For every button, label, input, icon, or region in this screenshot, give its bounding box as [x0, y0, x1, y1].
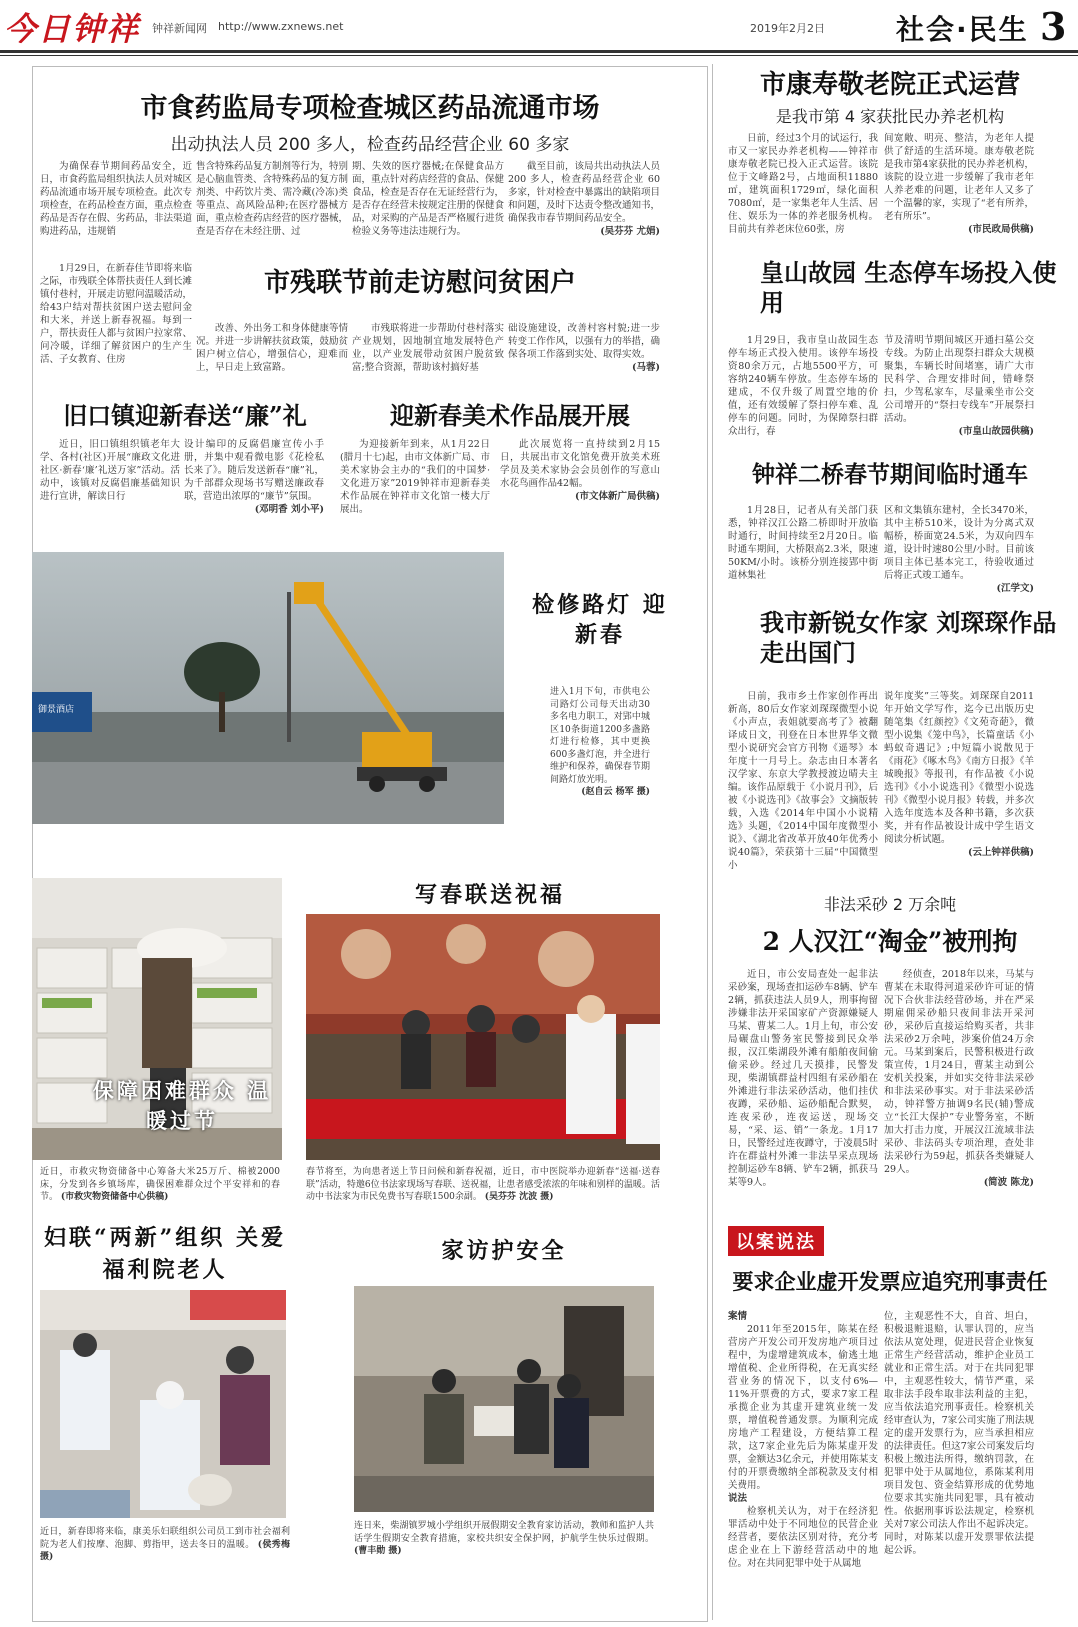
- a1-credit: (吴芬芬 尤娟): [600, 226, 660, 237]
- article-title-nursing-home: 市康寿敬老院正式运营: [759, 70, 1020, 100]
- photo-relief-supplies: [32, 878, 282, 1160]
- a2-col1: 1月29日，在新春佳节即将来临之际，市残联全体帮扶责任人到长滩镇付巷村，开展走访慰问温暖活动，给43户结对帮扶贫困户送去慰问金和大米，并送上新春祝福。每到一户，帮扶责任人都与贫困户拉家常、问冷暖，详细了解贫困户的生产生活、子女教育、住房: [40, 263, 193, 365]
- photo-home-visit: [354, 1286, 654, 1512]
- a4-col1: 为迎接新年到来，从1月22日(腊月十七)起，由市文体新广局、市美术家协会主办的“我们的中国梦·文化进万家”2019钟祥市迎新春美术作品展在钟祥市文化馆一楼大厅展出。: [340, 439, 490, 515]
- a2-credit: (马蓉): [632, 362, 660, 373]
- photo-caption-relief: 近日，市救灾物资储备中心筹备大米25万斤、棉被2000床，分发到各乡镇场库，确保困难群众过个平安祥和的春节。 (市救灾物资储备中心供稿): [40, 1167, 280, 1202]
- a2-col2: 改善、外出务工和身体健康等情况。并进一步讲解扶贫政策，鼓励贫困户树立信心，增强信心，迎难而上，早日走上致富路。: [196, 323, 349, 373]
- masthead-rule-thin: [0, 55, 1078, 56]
- column-divider: [712, 64, 713, 1620]
- a1-col4: 截至目前，该局共出动执法人员 200 多人，检查药品经营企业 60 多家，针对检查中暴露出的缺陷项目和问题，及时下达责令整改通知书，确保我市春节期间药品安全。 (吴芬芬 尤娟): [508, 161, 661, 237]
- a3-col1: 近日，旧口镇组织镇老年大学、各村(社区)开展“廉政文化进社区·新春‘廉’礼送万家”活动。活动中，该镇对反腐倡廉基础知识进行宣讲，解读日行: [40, 439, 180, 502]
- a2-col4: 础设施建设，改善村容村貌;进一步转变工作作风，以强有力的举措，确保各项工作落到实处、取得实效。 (马蓉): [508, 323, 661, 373]
- article-title-jiukou: 旧口镇迎新春送“廉”礼: [63, 401, 307, 430]
- a1-col2: 售含特殊药品复方制剂等行为，特别是心脑血管类、含特殊药品的复方制剂类、中药饮片类、需冷藏(冷冻)类等重点、高风险品种;在医疗器械方面，重点检查药店经营的医疗器械，查是否存在未经注册、过: [196, 161, 349, 237]
- article-subtitle-nursing-home: 是我市第 4 家获批民办养老机构: [775, 107, 1005, 126]
- r1-col1: 日前，经过3个月的试运行，我市又一家民办养老机构——钟祥市康寿敬老院已投入正式运营。该院位于文峰路2号，占地面积11880㎡，建筑面积1729㎡，绿化面积7080㎡，是一家集老年人生活、居住、娱乐为一体的养老服务机构。目前共有养老床位60张，房: [728, 133, 878, 235]
- photo-overlay-relief: 保障困难群众 温暖过节: [92, 1078, 272, 1133]
- r3-col2: 区和文集镇东建村，全长3470米，其中主桥510米，设计为分离式双幅桥，桥面宽24.5米，为双向四车道，设计时速80公里/小时。目前该项目主体已基本完工，待验收通过后将正式竣工通车。 (江学文): [884, 505, 1034, 594]
- p2-credit: (市救灾物资储备中心供稿): [60, 1192, 169, 1202]
- r3-col1: 1月28日，记者从有关部门获悉，钟祥汉江公路二桥即时开放临时通行，时间持续至2月20日。临时通车期间，大桥限高2.3米，限速50KM/小时。该桥分别连接郢中街道林集社: [728, 505, 878, 581]
- article-title-bridge: 钟祥二桥春节期间临时通车: [752, 461, 1028, 488]
- a1-col3: 期、失效的医疗器械;在保健食品方面，重点针对药店经营的食品、保健食品，检查是否存在无证经营行为，是否存在经营未按规定注册的保健食品，对采购的产品是否严格履行进货检验义务等违法违规行为。: [352, 161, 505, 237]
- photo-title-streetlight: 检修路灯 迎新春: [532, 592, 668, 648]
- photo-caption-home-visit: 连日来，柴湖镇罗城小学组织开展假期安全教育家访活动，教师和监护人共话学生假期安全教育措施，家校共织安全保护网，护航学生快乐过假期。 (曹丰勋 摄): [354, 1521, 654, 1556]
- photo-caption-welfare: 近日，新春即将来临，康美乐妇联组织公司员工到市社会福利院为老人们按摩、泡脚、剪指甲，送去冬日的温暖。 (侯秀梅 摄): [40, 1527, 290, 1562]
- a2-col3: 市残联将进一步帮助付巷村落实产业规划，因地制宜地发展特色产业，以产业发展带动贫困户脱贫致富;整合资源，帮助该村搞好基: [352, 323, 505, 373]
- road-sign-text: 御景酒店: [38, 705, 75, 715]
- r5-credit: (简波 陈龙): [983, 1177, 1034, 1188]
- article-title-false-invoices: 要求企业虚开发票应追究刑事责任: [732, 1269, 1048, 1294]
- photo-streetlight-repair: [32, 552, 504, 824]
- article-subtitle-drug-inspection: 出动执法人员 200 多人，检查药品经营企业 60 多家: [170, 135, 570, 155]
- r2-col2: 节及清明节期间城区开通扫墓公交专线。为防止出现祭扫群众大规模聚集，车辆长时间堵塞，请广大市民科学、合理安排时间，错峰祭扫，少驾私家车，尽量乘坐市公交公司增开的“祭扫专线车”开展祭扫活动。 (市皇山故园供稿): [884, 335, 1034, 437]
- article-title-parking-lot: 皇山故园 生态停车场投入使用: [760, 258, 1057, 317]
- r6-analysis-heading: 说法: [728, 1493, 748, 1504]
- photo-caption-streetlight: 进入1月下旬，市供电公司路灯公司每天出动30多名电力职工，对郢中城区10条街道1200多盏路灯进行检修，其中更换600多盏灯泡，并全进行维护和保养，确保春节期间路灯放光明。 (赵自云 杨军 摄): [550, 687, 650, 797]
- r2-col1: 1月29日，我市皇山故园生态停车场正式投入使用。该停车场投资80余万元，占地5500平方，可容纳240辆车停放。生态停车场的建成，不仅升级了周置空地的价值，还有效缓解了祭扫停车难、乱停车的问题。同时，为保障祭扫群众出行，春: [728, 335, 878, 437]
- p1-credit: (赵自云 杨军 摄): [581, 787, 650, 797]
- r1-credit: (市民政局供稿): [968, 224, 1034, 235]
- article-title-art-exhibition: 迎新春美术作品展开展: [390, 401, 630, 430]
- r6-col1: 案情 2011年至2015年，陈某在经营房产开发公司开发房地产项目过程中，为虚增建筑成本，偷逃土地增值税、企业所得税，在无真实经营业务的情况下，以支付6%—11%开票费的方式，要求7家工程承揽企业为其虚开建筑业统一发票，增值税普通发票。为顺利完成房地产工程建设，方便结算工程款，这7家企业先后为陈某虚开发票，金额达3亿余元，并使用陈某支付的开票费缴纳全部税款及支付相关费用。 说法 检察机关认为，对于在经济犯罪活动中处于不同地位的民营企业经营者，要依法区别对待，充分考虑企业在上下游经营活动中的地位。对在共同犯罪中处于从属地: [728, 1311, 878, 1569]
- a3-credit: (邓明香 刘小平): [254, 504, 324, 515]
- issue-date: 2019年2月2日: [750, 22, 825, 35]
- site-name: 钟祥新闻网: [152, 22, 207, 35]
- article-title-disabled-federation: 市残联节前走访慰问贫困户: [263, 268, 576, 298]
- r2-credit: (市皇山故园供稿): [958, 426, 1034, 437]
- photo-welfare-home: [40, 1290, 286, 1518]
- page-number: 3: [1040, 4, 1067, 49]
- photo-spring-couplets: [306, 914, 660, 1160]
- a4-credit: (市文体新广局供稿): [575, 491, 660, 502]
- r1-col2: 间宽敞、明亮、整洁，为老年人提供了舒适的生活环境。康寿敬老院是我市第4家获批的民办养老机构，该院的设立进一步缓解了我市老年人养老难的问题，让老年人又多了一个温馨的家，实现了“老有所养，老有所乐”。 (市民政局供稿): [884, 133, 1034, 235]
- p5-credit: (曹丰勋 摄): [354, 1546, 402, 1556]
- r5-col2: 经侦查，2018年以来，马某与曹某在未取得河道采砂许可证的情况下合伙非法经营砂场，并在严采期雇佣采砂船只夜间非法开采河砂，采砂后直接运给购买者，共非法采砂2万余吨，涉案价值24万余元。马某到案后，民警积极进行政策宣传，1月24日，曹某主动到公安机关投案，并如实交待非法采砂和非法采砂事实。对于非法采砂活动，钟祥警方抽调9名民(辅)警成立“长江大保护”专业警务室，不断加大打击力度，开展汉江流域非法采砂、非法码头专项治理，查处非法采砂行为59起，抓获各类嫌疑人29人。 (简波 陈龙): [884, 969, 1034, 1188]
- r4-credit: (云上钟祥供稿): [968, 847, 1034, 858]
- article-title-drug-inspection: 市食药监局专项检查城区药品流通市场: [140, 93, 600, 124]
- r5-col1: 近日，市公安局查处一起非法采砂案，现场查扣运砂车8辆、铲车2辆，抓获违法人员9人，刑事拘留涉嫌非法开采国家矿产资源嫌疑人马某、曹某二人。1月上旬，市公安局碾盘山警务室民警接到民众举报，汉江柴湖段外滩有船舶夜间偷偷采砂。经过几天摸排，民警发现，柴湖镇群益村四组有采砂船在外滩进行非法采砂活动，他们挂伏夜蹲，采砂船、运砂船配合默契，连夜采砂，连夜运送，现场交易，“采、运、销”一条龙。1月17日，民警经过连夜蹲守，于凌晨5时许在群益村外滩一非法旱采点现场控制运砂车8辆、铲车2辆，抓获马某等9人。: [728, 969, 878, 1188]
- r6-case-heading: 案情: [728, 1311, 748, 1322]
- article-title-writer: 我市新锐女作家 刘琛琛作品走出国门: [760, 608, 1057, 667]
- a3-col2: 设计编印的反腐倡廉宣传小手册，并集中观看微电影《花检私长来了》。随后发送新春“廉”礼，为千部群众现场书写赠送廉政春联，营造出浓厚的“廉节”氛围。 (邓明香 刘小平): [184, 439, 324, 515]
- a4-col2: 此次展览将一直持续到2月15日，共展出市文化馆免费开放美术班学员及美术家协会会员创作的写意山水花鸟画作品42幅。 (市文体新广局供稿): [500, 439, 660, 502]
- photo-title-couplets: 写春联送祝福: [414, 882, 565, 908]
- section-title: 社会·民生: [896, 13, 1029, 46]
- p4-credit: (侯秀梅 摄): [40, 1539, 290, 1562]
- photo-caption-couplets: 春节将至，为向患者送上节日问候和新春祝福，近日，市中医院举办迎新春“送福·送春联”活动，特邀6位书法家现场写春联、送祝福，让患者感受浓浓的年味和别样的温暖。活动中书法家为市民免费书写春联1500余副。 (吴芬芬 沈波 摄): [306, 1167, 660, 1202]
- a1-col1: 为确保春节期间药品安全，近日，市食药监局组织执法人员对城区药品流通市场开展专项检查。此次专项检查，在药品检查方面，重点检查药品是否存在假、劣药品，非法渠道购进药品，违规销: [40, 161, 193, 237]
- r4-col1: 日前，我市乡土作家创作再出新高，80后女作家刘琛琛微型小说《小声点，表姐就要高考了》被翻译成日文，刊登在日本世界华文微型小说研究会官方刊物《遥琴》本年度十一月号上。杂志由日本著名汉学家、东京大学教授渡边晴夫主编。该作品原载于《小说月刊》，后被《小说选刊》《故事会》文摘版转载，入选《2014年中国小小说精选》头题，《2014中国年度微型小说》、《湖北省改革开放40年优秀小说40篇》，荣获第十三届“中国微型小: [728, 691, 878, 871]
- photo-title-home-visit: 家访护安全: [441, 1238, 567, 1264]
- newspaper-logo: 今日钟祥: [4, 10, 141, 48]
- masthead-rule: [0, 50, 1078, 53]
- article-kicker-sand: 非法采砂 2 万余吨: [823, 895, 957, 914]
- article-title-sand-mining: 2 人汉江“淘金”被刑拘: [762, 927, 1018, 956]
- r6-col2: 位，主观恶性不大，自首、坦白，积极退赃退赔，认罪认罚的，应当依法从宽处理，促进民营企业恢复正常生产经营活动，维护企业员工就业和正常生活。对于在共同犯罪中，主观恶性较大，情节严重，采取非法手段牟取非法利益的主犯，应当依法追究刑事责任。检察机关经审查认为，7家公司实施了刑法规定的虚开发票行为，应当承担相应的法律责任。但这7家公司案发后均积极上缴违法所得，缴纳罚款，在犯罪中处于从属地位，系陈某利用项目发包、资金结算形成的优势地位要求其实施共同犯罪，具有被动性。依据刑事诉讼法规定，检察机关对7家公司法人作出不起诉决定。同时，对陈某以虚开发票罪依法提起公诉。: [884, 1311, 1034, 1556]
- photo-title-womens-federation: 妇联“两新”组织 关爱福利院老人: [44, 1225, 286, 1283]
- p3-credit: (吴芬芬 沈波 摄): [484, 1192, 554, 1202]
- site-url[interactable]: http://www.zxnews.net: [218, 20, 344, 33]
- r3-credit: (江学文): [996, 583, 1034, 594]
- section-tag-law: 以案说法: [728, 1226, 824, 1256]
- r4-col2: 说年度奖”三等奖。刘琛琛自2011年开始文学写作，迄今已出版历史随笔集《红颜控》《文苑奇葩》，微型小说集《笼中鸟》，长篇童话《小蚂蚁奇遇记》;中短篇小说散见于《雨花》《啄木鸟》《南方日报》《羊城晚报》等报刊，有作品被《小说选刊》《小小说选刊》《微型小说选刊》《微型小说月报》转载，并多次入选年度选本及各种书籍，多次获奖，并有作品被设计成中学生语文阅读分析试题。 (云上钟祥供稿): [884, 691, 1034, 858]
